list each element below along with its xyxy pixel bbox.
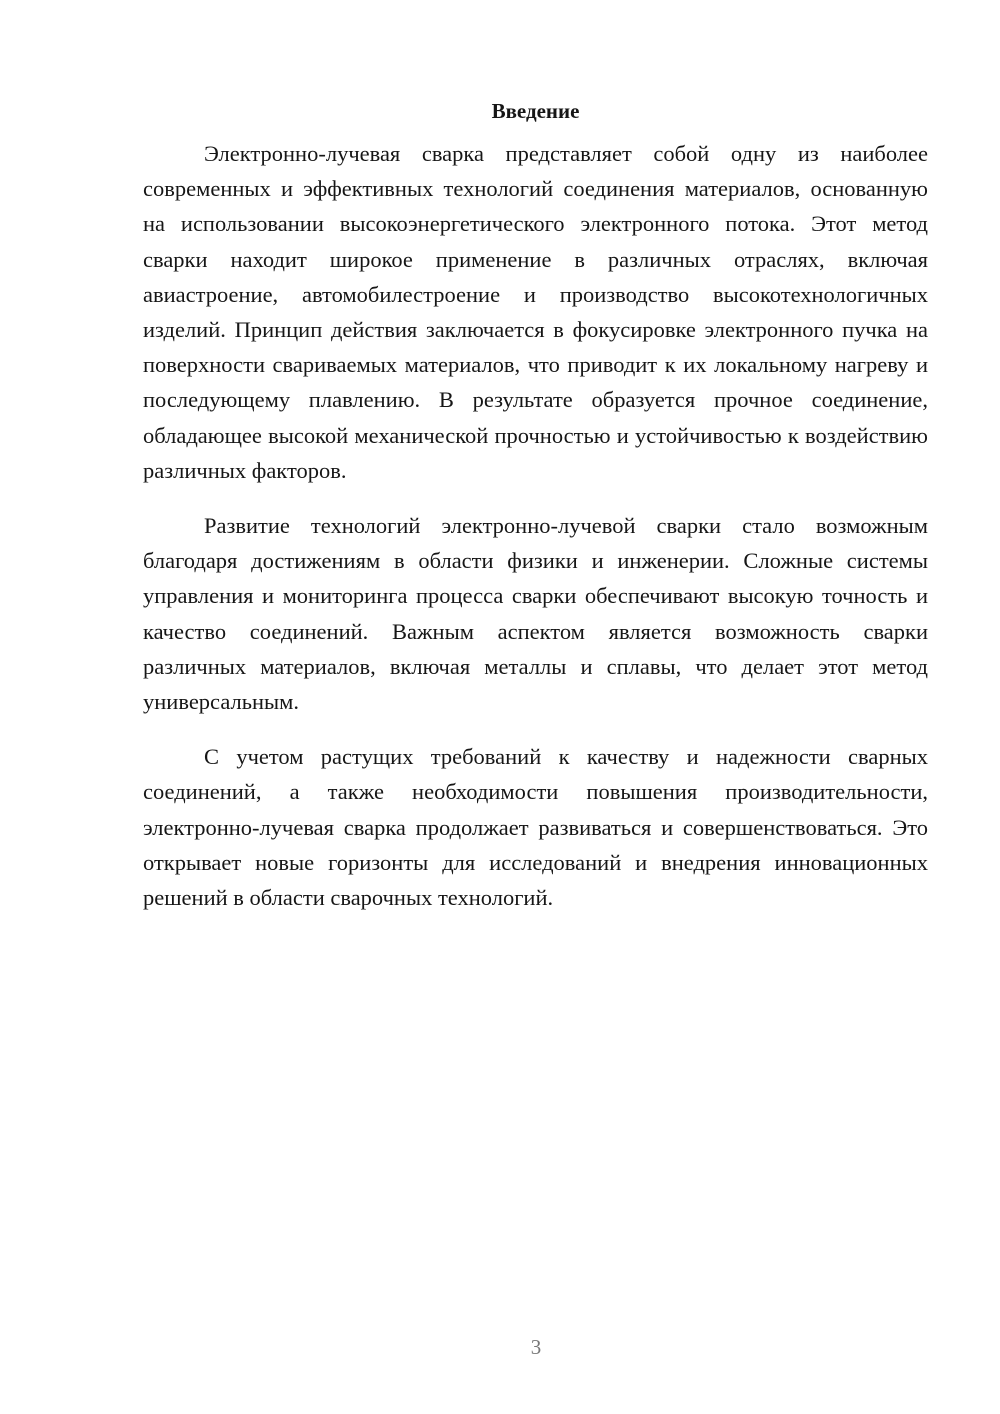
page-content — [143, 96, 928, 935]
paragraph-1: Электронно-лучевая сварка представляет собой одну из наиболее современных и эффективных технологий соединения материалов, основанную на использовании высокоэнергетического электронного потока. Этот метод сварки находит широкое применение в различных отраслях, включая авиастроение, автомобилестроение и производство высокотехнологичных изделий. Принцип действия заключается в фокусировке электронного пучка на поверхности свариваемых материалов, что приводит к их локальному нагреву и последующему плавлению. В результате образуется прочное соединение, обладающее высокой механической прочностью и устойчивостью к воздействию различных факторов. — [143, 141, 928, 483]
page-number: 3 — [530, 1335, 542, 1359]
paragraph-2: Развитие технологий электронно-лучевой сварки стало возможным благодаря достижениям в области физики и инженерии. Сложные системы управления и мониторинга процесса сварки обеспечивают высокую точность и качество соединений. Важным аспектом является возможность сварки различных материалов, включая металлы и сплавы, что делает этот метод универсальным. — [143, 513, 928, 715]
paragraph-3: С учетом растущих требований к качеству и надежности сварных соединений, а также необходимости повышения производительности, электронно-лучевая сварка продолжает развиваться и совершенствоваться. Это открывает новые горизонты для исследований и внедрения инновационных решений в области сварочных технологий. — [143, 744, 928, 911]
section-title: Введение — [491, 99, 580, 123]
